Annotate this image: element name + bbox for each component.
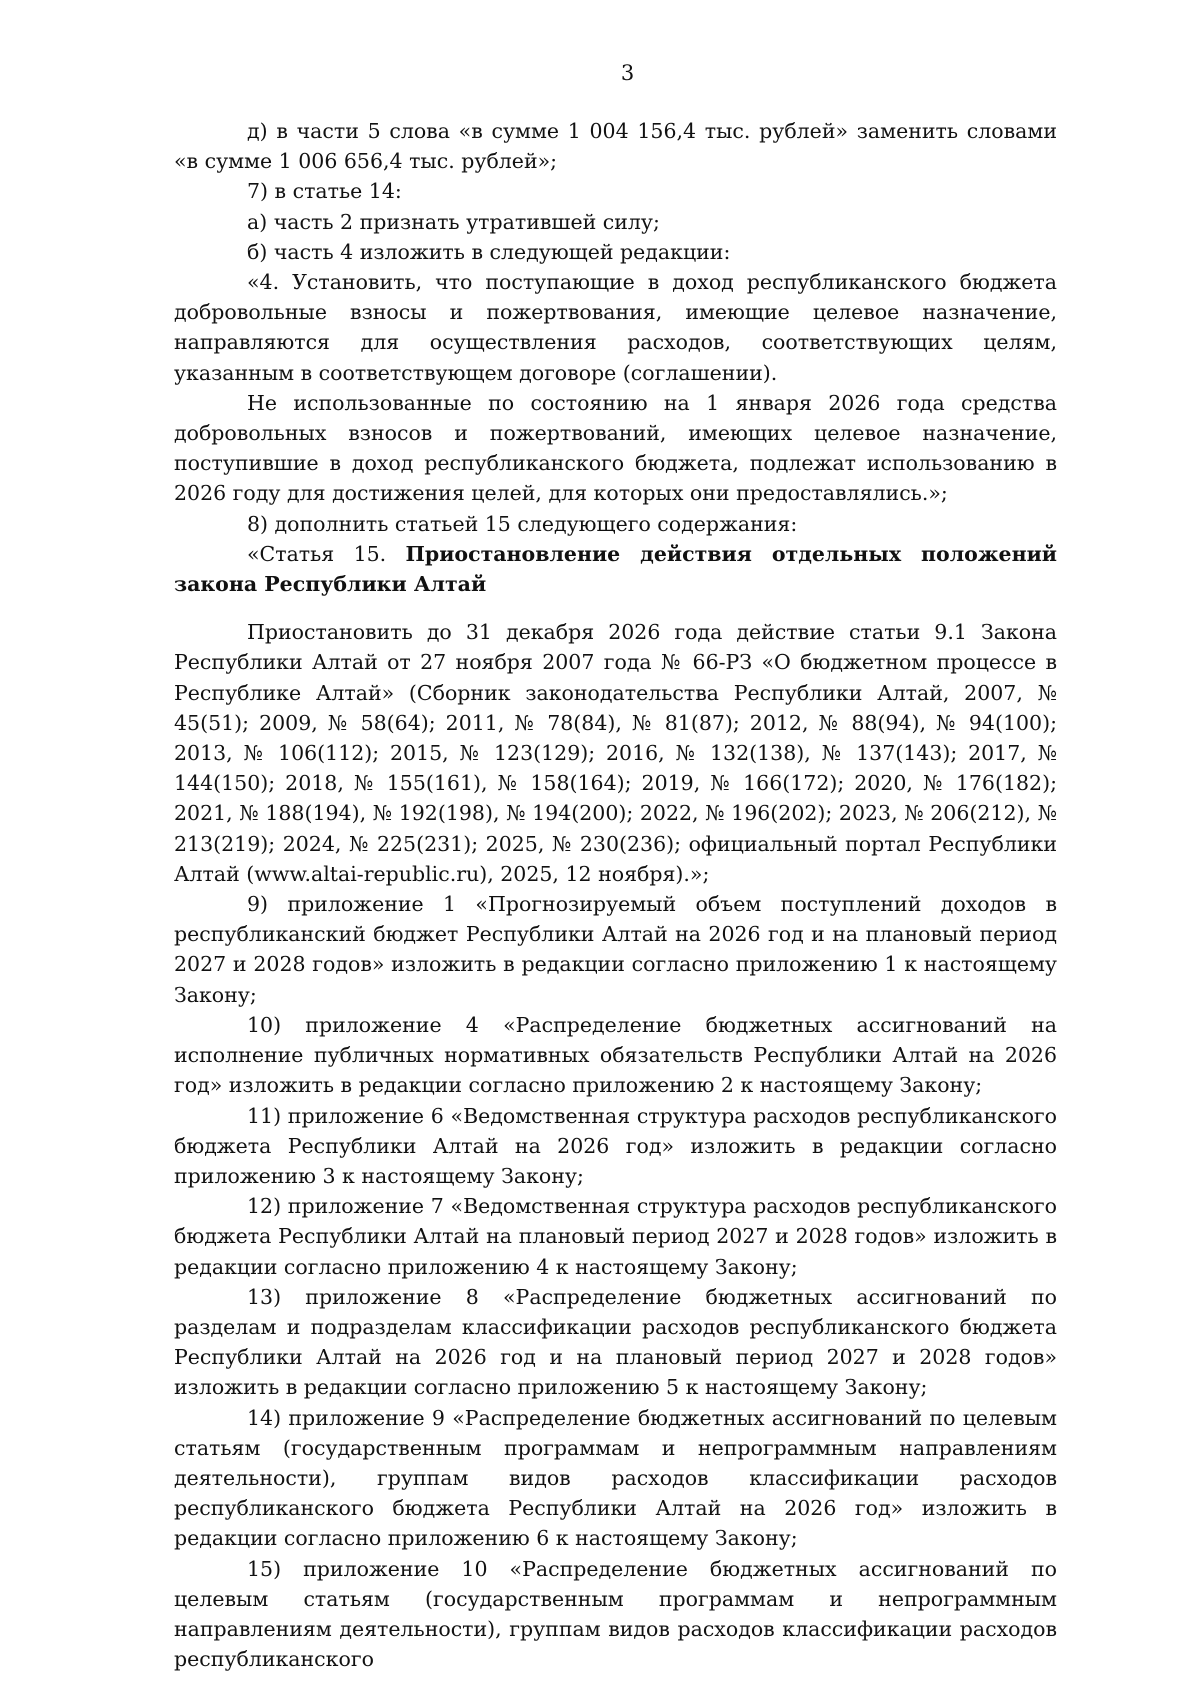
page-number: 3 [620, 61, 635, 85]
paragraph: 15) приложение 10 «Распределение бюджетных ассигнований по целевым статьям (государственным программам и непрограммным направлениям деятельности), группам видов расходов классификации расходов республиканского [174, 1556, 1057, 1672]
paragraph: 9) приложение 1 «Прогнозируемый объем поступлений доходов в республиканский бюджет Республики Алтай на 2026 год и на плановый период 2027 и 2028 годов» изложить в редакции согласно приложению 1 к настоящему Закону; [174, 892, 1057, 1007]
paragraphs-before-heading [174, 116, 1057, 539]
article-heading-prefix: «Статья 15. [247, 541, 406, 566]
paragraph: 13) приложение 8 «Распределение бюджетных ассигнований по разделам и подразделам классификации расходов республиканского бюджета Республики Алтай на 2026 год и на плановый период 2027 и 2028 годов» изложить в редакции согласно приложению 5 к настоящему Закону; [174, 1284, 1057, 1400]
document-body [174, 116, 1057, 1674]
paragraph: Не использованные по состоянию на 1 января 2026 года средства добровольных взносов и пожертвований, имеющих целевое назначение, поступившие в доход республиканского бюджета, подлежат использованию в 2026 году для достижения целей, для которых они предоставлялись.»; [174, 390, 1057, 506]
paragraph: 10) приложение 4 «Распределение бюджетных ассигнований на исполнение публичных нормативных обязательств Республики Алтай на 2026 год» изложить в редакции согласно приложению 2 к настоящему Закону; [174, 1012, 1057, 1098]
paragraphs-after-heading [174, 617, 1057, 1674]
article-heading-title: Приостановление действия отдельных положений закона Республики Алтай [174, 541, 1057, 597]
paragraph: 12) приложение 7 «Ведомственная структура расходов республиканского бюджета Республики Алтай на плановый период 2027 и 2028 годов» изложить в редакции согласно приложению 4 к настоящему Закону; [174, 1194, 1057, 1279]
paragraph: 14) приложение 9 «Распределение бюджетных ассигнований по целевым статьям (государственным программам и непрограммным направлениям деятельности), группам видов расходов классификации расходов республиканского бюджета Республики Алтай на 2026 год» изложить в редакции согласно приложению 6 к настоящему Закону; [174, 1405, 1057, 1551]
article-heading [174, 539, 1057, 599]
paragraph: б) часть 4 изложить в следующей редакции: [247, 239, 731, 264]
paragraph: Приостановить до 31 декабря 2026 года действие статьи 9.1 Закона Республики Алтай от 27 ноября 2007 года № 66-РЗ «О бюджетном процессе в Республике Алтай» (Сборник законодательства Республики Алтай, 2007, № 45(51); 2009, № 58(64); 2011, № 78(84), № 81(87); 2012, № 88(94), № 94(100); 2013, № 106(112); 2015, № 123(129); 2016, № 132(138), № 137(143); 2017, № 144(150); 2018, № 155(161), № 158(164); 2019, № 166(172); 2020, № 176(182); 2021, № 188(194), № 192(198), № 194(200); 2022, № 196(202); 2023, № 206(212), № 213(219); 2024, № 225(231); 2025, № 230(236); официальный портал Республики Алтай (www.altai-republic.ru), 2025, 12 ноября).»; [174, 620, 1057, 886]
paragraph: 11) приложение 6 «Ведомственная структура расходов республиканского бюджета Республики Алтай на 2026 год» изложить в редакции согласно приложению 3 к настоящему Закону; [174, 1103, 1057, 1188]
paragraph: «4. Установить, что поступающие в доход республиканского бюджета добровольные взносы и пожертвования, имеющие целевое назначение, направляются для осуществления расходов, соответствующих целям, указанным в соответствующем договоре (соглашении). [174, 270, 1057, 385]
paragraph: д) в части 5 слова «в сумме 1 004 156,4 тыс. рублей» заменить словами «в сумме 1 006 656,4 тыс. рублей»; [174, 119, 1057, 174]
paragraph: 7) в статье 14: [247, 179, 402, 204]
paragraph: а) часть 2 признать утратившей силу; [247, 209, 660, 234]
paragraph: 8) дополнить статьей 15 следующего содержания: [247, 511, 798, 536]
